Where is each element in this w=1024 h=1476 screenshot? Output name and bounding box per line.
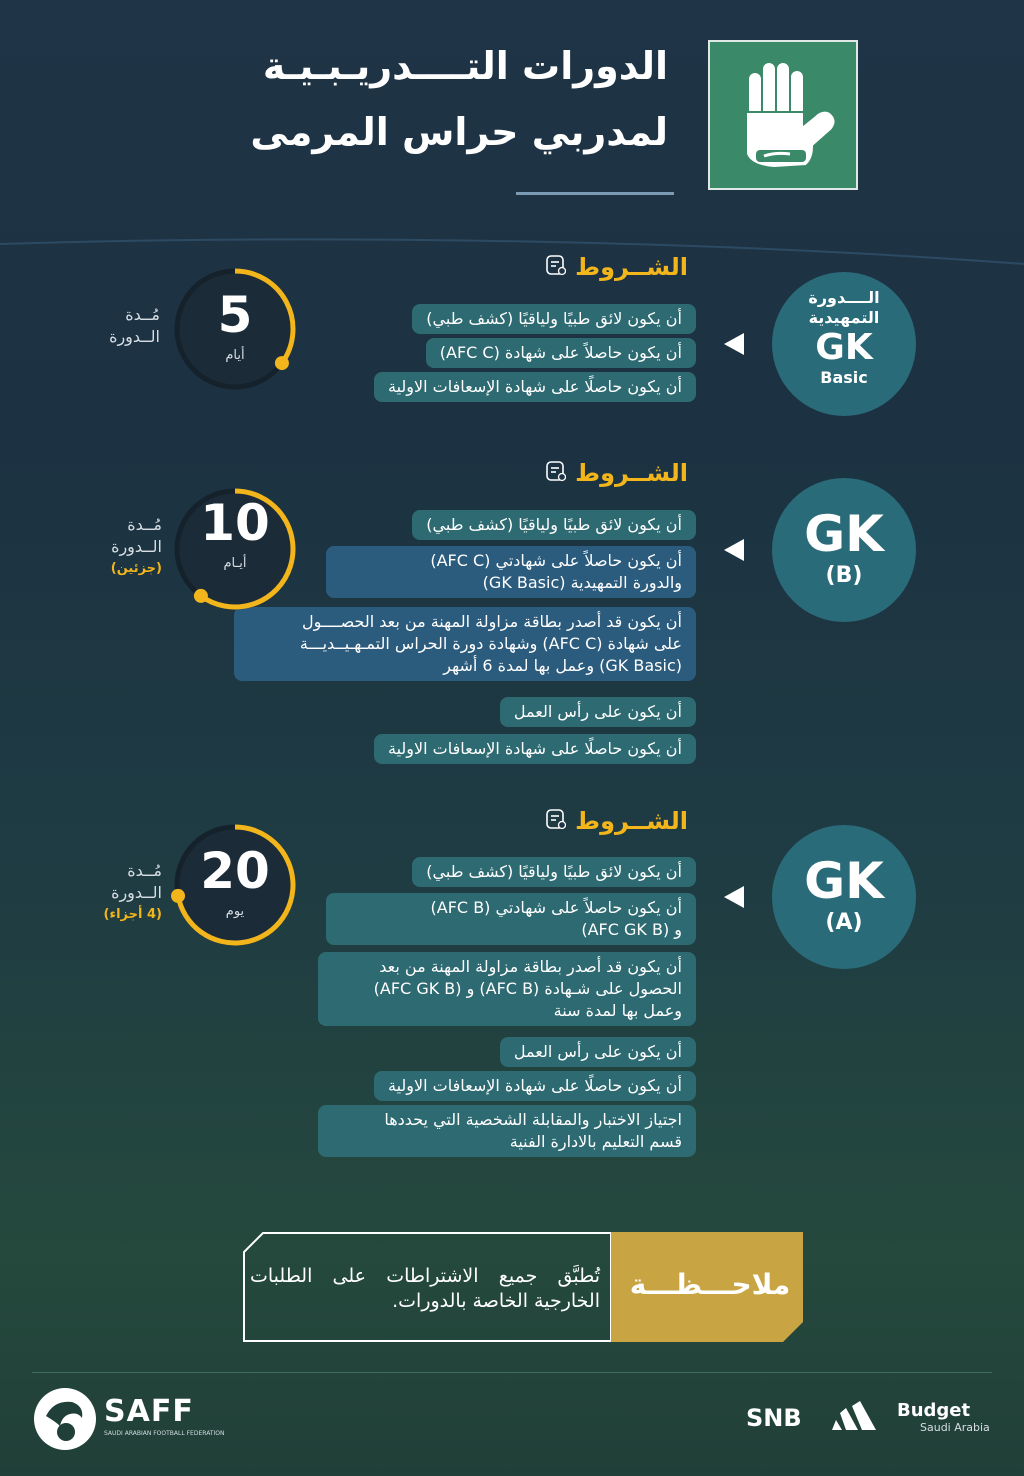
condition-line: اجتياز الاختبار والمقابلة الشخصية التي يحددها xyxy=(384,1110,682,1129)
condition-item xyxy=(318,952,696,1026)
conditions-title-gk-b: الشــروط xyxy=(575,459,688,487)
conditions-title-gk-a: الشــروط xyxy=(575,807,688,835)
condition-item xyxy=(326,893,696,945)
condition-line: الحصول على شـهادة (AFC B) و (AFC GK B) xyxy=(373,979,682,998)
budget-logo: Budget xyxy=(897,1400,971,1421)
document-icon xyxy=(546,254,566,276)
pointer-arrow-icon xyxy=(724,333,744,355)
duration-label xyxy=(96,860,162,926)
condition-item: أن يكون على رأس العمل xyxy=(500,1037,696,1067)
duration-label-line2: الــدورة xyxy=(111,883,162,902)
note-text: تُطبَّق جميع الاشتراطات على الطلبات الخارجية الخاصة بالدورات. xyxy=(250,1265,600,1312)
condition-line: على شهادة (AFC C) وشهادة دورة الحراس التمـهـيــديـــة xyxy=(299,634,682,653)
course-badge-gk-a xyxy=(772,825,916,969)
condition-line: أن يكون حاصلاً على شهادتي (AFC C) xyxy=(430,551,682,570)
condition-item: أن يكون لائق طبيًا ولياقيًا (كشف طبي) xyxy=(412,857,696,887)
duration-label-line1: مُــدة xyxy=(127,515,162,534)
glove-tile xyxy=(708,40,858,190)
condition-line: (GK Basic) وعمل بها لمدة 6 أشهر xyxy=(443,656,682,675)
condition-item xyxy=(318,1105,696,1157)
ring-progress-dot xyxy=(194,589,208,603)
saff-logo-icon xyxy=(32,1386,98,1452)
duration-unit: أيـام xyxy=(223,556,247,571)
condition-item: أن يكون على رأس العمل xyxy=(500,697,696,727)
duration-parts: (جزئين) xyxy=(110,561,162,576)
page-title-line2: لمدربي حراس المرمى xyxy=(250,110,668,154)
duration-label xyxy=(96,514,162,580)
document-icon xyxy=(546,460,566,482)
duration-label-line2: الــدورة xyxy=(111,537,162,556)
duration-number: 5 xyxy=(217,286,253,344)
badge-sub: (B) xyxy=(825,563,863,588)
badge-sub: Basic xyxy=(820,368,868,387)
goalkeeper-glove-icon xyxy=(710,42,856,188)
pointer-arrow-icon xyxy=(724,886,744,908)
snb-logo: SNB xyxy=(746,1404,802,1432)
duration-unit: أيام xyxy=(225,348,245,363)
condition-line: قسم التعليم بالادارة الفنية xyxy=(509,1132,682,1151)
adidas-logo-icon xyxy=(830,1400,880,1430)
badge-small-line2: التمهيدية xyxy=(808,308,880,327)
course-badge-gk-basic xyxy=(772,272,916,416)
document-icon xyxy=(546,808,566,830)
condition-item: أن يكون حاصلاً على شهادة (AFC C) xyxy=(426,338,696,368)
pointer-arrow-icon xyxy=(724,539,744,561)
condition-item: أن يكون لائق طبيًا ولياقيًا (كشف طبي) xyxy=(412,304,696,334)
condition-line: والدورة التمهيدية (GK Basic) xyxy=(482,573,682,592)
duration-number: 10 xyxy=(200,494,270,552)
condition-line: وعمل بها لمدة سنة xyxy=(553,1001,682,1020)
duration-unit: يوم xyxy=(225,904,245,919)
note-label: ملاحـــظـــة xyxy=(629,1268,791,1301)
duration-label-line1: مُــدة xyxy=(125,305,160,324)
badge-main: GK xyxy=(804,852,884,910)
badge-sub: (A) xyxy=(825,910,863,935)
condition-item: أن يكون حاصلًا على شهادة الإسعافات الاولية xyxy=(374,734,696,764)
duration-number: 20 xyxy=(200,842,270,900)
budget-subtitle: Saudi Arabia xyxy=(920,1421,990,1434)
saff-subtitle: SAUDI ARABIAN FOOTBALL FEDERATION xyxy=(104,1430,225,1437)
condition-line: أن يكون حاصلاً على شهادتي (AFC B) xyxy=(430,898,682,917)
duration-parts: (4 أجزاء) xyxy=(103,907,162,922)
condition-line: أن يكون قد أصدر بطاقة مزاولة المهنة من بعد xyxy=(379,957,682,976)
badge-small-line1: الــــدورة xyxy=(808,288,880,307)
duration-label-line1: مُــدة xyxy=(127,861,162,880)
course-badge-gk-b xyxy=(772,478,916,622)
condition-line: و (AFC GK B) xyxy=(581,920,682,939)
duration-label-line2: الــدورة xyxy=(109,327,160,346)
saff-wordmark: SAFF xyxy=(104,1394,194,1429)
badge-main: GK xyxy=(804,505,884,563)
condition-item: أن يكون حاصلًا على شهادة الإسعافات الاولية xyxy=(374,372,696,402)
conditions-title-gk-basic: الشــروط xyxy=(575,253,688,281)
page-title-line1: الدورات التــــدريـبـيـة xyxy=(262,44,668,88)
condition-item: أن يكون لائق طبيًا ولياقيًا (كشف طبي) xyxy=(412,510,696,540)
badge-main: GK xyxy=(815,327,873,368)
title-divider xyxy=(516,192,674,195)
condition-item xyxy=(234,607,696,681)
duration-label xyxy=(96,304,160,348)
condition-item xyxy=(326,546,696,598)
condition-line: أن يكون قد أصدر بطاقة مزاولة المهنة من بعد الحصــــول xyxy=(301,612,682,631)
condition-item: أن يكون حاصلًا على شهادة الإسعافات الاولية xyxy=(374,1071,696,1101)
footer-divider xyxy=(32,1372,992,1373)
